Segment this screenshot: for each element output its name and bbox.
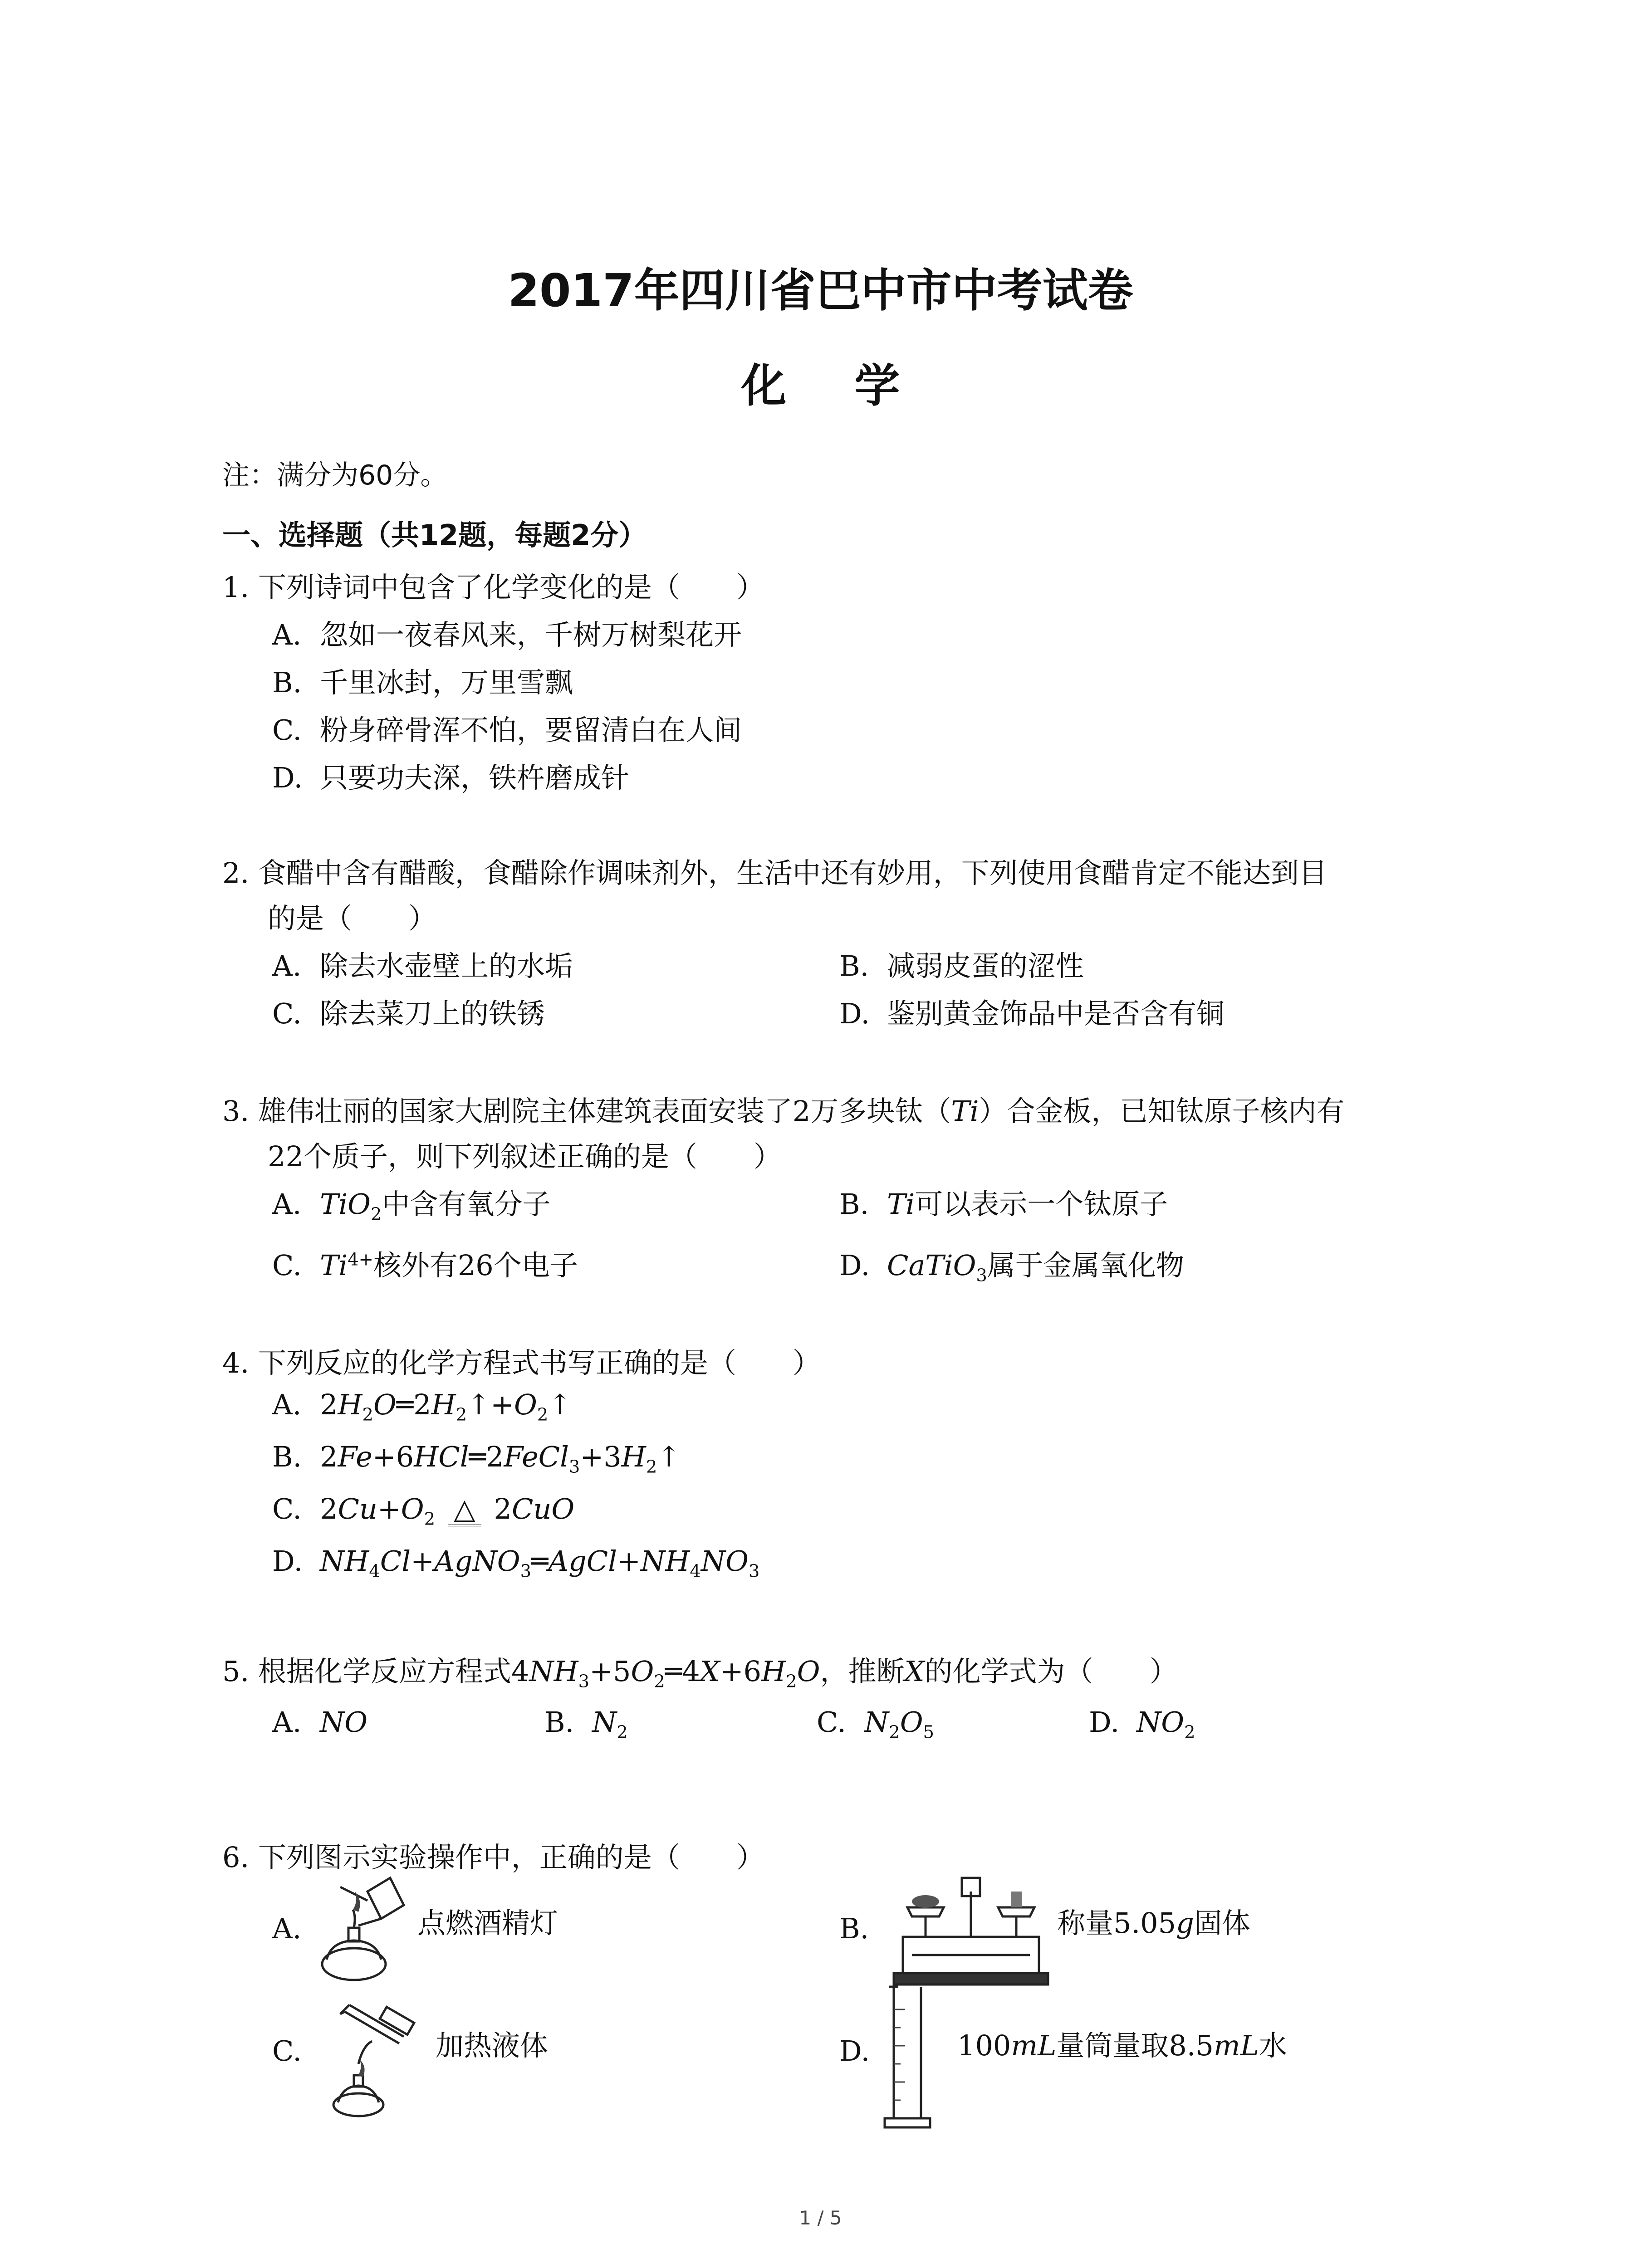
subscript: 2 [371, 1204, 382, 1225]
q3-option-c [272, 1243, 578, 1283]
q3-option-a [272, 1182, 550, 1224]
q2-option-b [839, 943, 1084, 984]
q4-stem: 4. 下列反应的化学方程式书写正确的是（ ） [222, 1346, 821, 1379]
q6-option-d-text [957, 2023, 1287, 2063]
option-label: C. [272, 997, 302, 1030]
graduated-cylinder-figure [880, 1982, 935, 2132]
q5-stem: 5. 根据化学反应方程式$4NH_3+5O_2═4X+6H_2O$，推断X的化学式为（ ） [222, 1655, 1178, 1692]
option-label: B. [839, 1188, 869, 1221]
q1-stem: 1. 下列诗词中包含了化学变化的是（ ） [222, 571, 764, 604]
option-label: D. [839, 1249, 870, 1282]
q2-option-a [272, 943, 573, 984]
heating-condition [444, 1492, 485, 1525]
unit: mL [1213, 2029, 1259, 2062]
superscript: 4+ [348, 1249, 373, 1270]
formula: TiO [320, 1188, 371, 1221]
option-label: A. [272, 1388, 302, 1421]
heating-liquid-figure [313, 1991, 426, 2123]
option-text: 中含有氧分子 [382, 1188, 551, 1221]
q2-option-d [839, 991, 1225, 1031]
option-text: 除去菜刀上的铁锈 [320, 997, 545, 1030]
option-text: 属于金属氧化物 [987, 1249, 1184, 1282]
exam-title: 2017年四川省巴中市中考试卷 [508, 264, 1133, 317]
option-text: 忽如一夜春风来，千树万树梨花开 [320, 618, 742, 651]
formula: Ti [887, 1188, 915, 1221]
q1-option-a [272, 612, 742, 653]
q5-stem-x: X [904, 1655, 925, 1688]
option-text: 称量5.05 [1057, 1906, 1176, 1940]
option-label: B. [839, 949, 869, 982]
option-label: B. [272, 1440, 302, 1473]
unit: mL [1011, 2029, 1057, 2062]
option-label: A. [272, 1188, 302, 1221]
q2-option-c [272, 991, 545, 1031]
q5-stem-part: 5. 根据化学反应方程式4 [222, 1655, 529, 1688]
option-label: A. [272, 618, 302, 651]
q6-option-b-text [1057, 1901, 1250, 1941]
q2-stem-cont: 的是（ ） [268, 902, 437, 935]
option-label: C. [817, 1706, 846, 1739]
formula: CaTiO [887, 1249, 976, 1282]
q5-option-b: B. $N_2$ [544, 1706, 628, 1743]
q6-option-a-label: A. [272, 1912, 302, 1945]
q4-option-b: B. $2Fe+6HCl═2FeCl_3+3H_2↑$ [272, 1440, 681, 1477]
option-label: C. [272, 714, 302, 747]
q5-option-a [272, 1706, 367, 1739]
unit: g [1176, 1906, 1194, 1940]
q6-option-c-label: C. [272, 2034, 302, 2068]
delta-symbol: △ [453, 1492, 475, 1525]
option-text: 水 [1259, 2029, 1287, 2062]
option-label: B. [544, 1706, 574, 1739]
option-label: C. [272, 1249, 302, 1282]
option-label: B. [272, 666, 302, 699]
q5-option-d: D. $NO_2$ [1089, 1706, 1195, 1743]
section-heading: 一、选择题（共12题，每题2分） [222, 518, 647, 552]
q3-stem [222, 1089, 1345, 1129]
option-text: 粉身碎骨浑不怕，要留清白在人间 [320, 714, 742, 747]
q4-option-d: D. $NH_4Cl+AgNO_3═AgCl+NH_4NO_3$ [272, 1545, 760, 1582]
balance-scale-figure [889, 1864, 1053, 1991]
q4-option-c: C. $2Cu+O_2$ △ 2CuO [272, 1492, 575, 1530]
option-label: A. [272, 1706, 302, 1739]
q6-stem: 6. 下列图示实验操作中，正确的是（ ） [222, 1841, 764, 1874]
option-text: 除去水壶壁上的水垢 [320, 949, 573, 982]
q5-stem-part: ，推断 [820, 1655, 905, 1688]
q6-option-a-text: 点燃酒精灯 [417, 1906, 558, 1940]
option-text: 核外有26个电子 [373, 1249, 578, 1282]
q6-option-c-text: 加热液体 [436, 2029, 549, 2062]
q6-option-b-label: B. [839, 1912, 869, 1945]
option-label: D. [272, 1545, 303, 1578]
option-text: 量筒量取8.5 [1056, 2029, 1214, 2062]
score-note: 注：满分为60分。 [222, 459, 448, 491]
formula: NO [320, 1706, 368, 1739]
q3-stem-cont: 22个质子，则下列叙述正确的是（ ） [268, 1140, 782, 1173]
option-label: D. [272, 761, 303, 794]
option-label: D. [1089, 1706, 1120, 1739]
option-label: C. [272, 1492, 302, 1525]
page-number: 1 / 5 [799, 2207, 842, 2229]
q3-stem-part: 3. 雄伟壮丽的国家大剧院主体建筑表面安装了2万多块钛（ [222, 1095, 951, 1128]
option-label: A. [272, 949, 302, 982]
option-text: 100 [957, 2029, 1011, 2062]
q6-option-d-label: D. [839, 2034, 870, 2068]
q4-option-a: A. $2H_2O═2H_2↑+O_2↑$ [272, 1388, 572, 1425]
q1-option-d [272, 755, 629, 796]
q5-stem-part: 的化学式为（ ） [924, 1655, 1178, 1688]
subscript: 3 [976, 1265, 987, 1286]
q2-stem: 2. 食醋中含有醋酸，食醋除作调味剂外，生活中还有妙用，下列使用食醋肯定不能达到目 [222, 856, 1327, 890]
q5-option-c: C. $N_2O_5$ [817, 1706, 934, 1743]
option-text: 固体 [1194, 1906, 1250, 1940]
option-text: 千里冰封，万里雪飘 [320, 666, 573, 699]
q1-option-c [272, 708, 742, 748]
q3-stem-part: ）合金板，已知钛原子核内有 [979, 1095, 1345, 1128]
q1-option-b [272, 660, 573, 700]
q3-stem-ti: Ti [951, 1095, 979, 1128]
option-text: 鉴别黄金饰品中是否含有铜 [887, 997, 1225, 1030]
option-text: 只要功夫深，铁杵磨成针 [320, 761, 630, 794]
q3-option-b [839, 1182, 1168, 1222]
option-text: 可以表示一个钛原子 [915, 1188, 1168, 1221]
formula: Ti [320, 1249, 348, 1282]
subject-title: 化学 [741, 359, 968, 412]
alcohol-lamp-lighting-figure [313, 1873, 417, 1987]
option-label: D. [839, 997, 870, 1030]
option-text: 减弱皮蛋的涩性 [887, 949, 1084, 982]
q3-option-d [839, 1243, 1184, 1286]
